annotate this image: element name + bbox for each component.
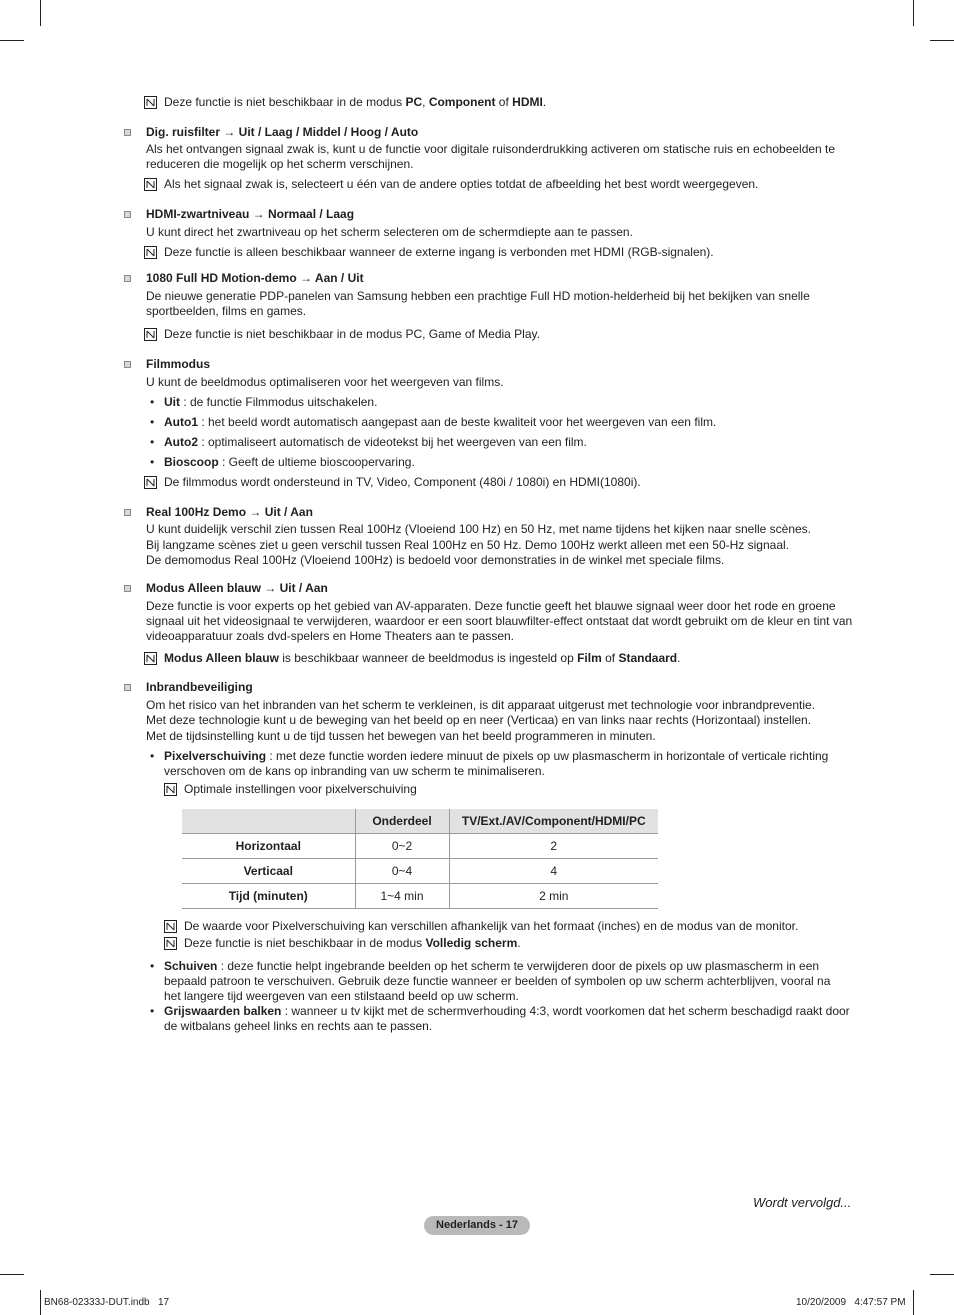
section-body: De demomodus Real 100Hz (Vloeiend 100Hz) is bedoeld voor demonstraties in de winkel met speciale films.	[146, 553, 725, 567]
section-body: U kunt direct het zwartniveau op het scherm selecteren om de schermdiepte aan te passen.	[146, 225, 633, 239]
note	[144, 245, 714, 260]
crop-mark	[930, 1274, 954, 1275]
note	[144, 95, 546, 110]
crop-mark	[0, 40, 24, 41]
section-body: Bij langzame scènes ziet u geen verschil tussen Real 100Hz en 50 Hz. Demo 100Hz werkt alleen met een 50-Hz signaal.	[146, 538, 789, 552]
note-icon	[144, 178, 157, 191]
note-icon	[144, 96, 157, 109]
footer-file: BN68-02333J-DUT.indb 17	[44, 1297, 170, 1308]
table-row	[182, 859, 658, 884]
crop-mark	[913, 0, 914, 26]
table-header-cell: Onderdeel	[355, 809, 449, 834]
note-icon	[144, 476, 157, 489]
note	[144, 651, 680, 666]
section-body: Met deze technologie kunt u de beweging van het beeld op en neer (Verticaa) en van links naar rechts (Horizontaal) instellen.	[146, 713, 812, 727]
note	[144, 177, 758, 192]
section-body: Om het risico van het inbranden van het scherm te verkleinen, is dit apparaat uitgerust met technologie voor inbrandpreventie.	[146, 698, 816, 712]
list-item: • Grijswaarden balken : wanneer u tv kijkt met de schermverhouding 4:3, wordt voorkomen dat het scherm beschadigd raakt door de witbalans geheel links en rechts aan te passen.	[150, 1004, 850, 1033]
section-bullet-icon	[124, 684, 131, 691]
note-text: Als het signaal zwak is, selecteert u één van de andere opties totdat de afbeelding het best wordt weergegeven.	[164, 177, 759, 191]
section-heading: Modus Alleen blauw → Uit / Aan	[146, 581, 328, 595]
note-icon	[144, 652, 157, 665]
footer-timestamp: 10/20/2009 4:47:57 PM	[796, 1297, 906, 1308]
note-icon	[144, 246, 157, 259]
note-text: Modus Alleen blauw is beschikbaar wanneer de beeldmodus is ingesteld op Film of Standaard.	[164, 651, 681, 665]
note-text: Optimale instellingen voor pixelverschuiving	[184, 782, 417, 796]
section-body: U kunt duidelijk verschil zien tussen Real 100Hz (Vloeiend 100 Hz) en 50 Hz, met name tijdens het kijken naar snelle scènes.	[146, 522, 812, 536]
table-header-row	[182, 809, 658, 834]
table-cell: 0~2	[355, 834, 449, 859]
crop-mark	[913, 1290, 914, 1315]
note-icon	[164, 937, 177, 950]
list-item: • Auto1 : het beeld wordt automatisch aangepast aan de beste kwaliteit voor het weergeven van een film.	[150, 415, 717, 429]
note-text: Deze functie is niet beschikbaar in de modus Volledig scherm.	[184, 936, 521, 950]
section-heading: Filmmodus	[146, 357, 211, 371]
crop-mark	[0, 1274, 24, 1275]
section-body: Als het ontvangen signaal zwak is, kunt u de functie voor digitale ruisonderdrukking activeren om statische ruis en echobeelden te reduceren die mogelijk op het scherm verschijnen.	[146, 142, 836, 171]
section-body: Deze functie is voor experts op het gebied van AV-apparaten. Deze functie geeft het blauwe signaal weer door het rode en groene signaal uit het videosignaal te verwijderen, waardoor er een soort blauwfilter-effect ontstaat dat wordt gebruikt om de kleur en tint van videoapparatuur zoals dvd-spelers en Home Theaters aan te passen.	[146, 599, 853, 643]
table-row	[182, 884, 658, 909]
section-bullet-icon	[124, 509, 131, 516]
table-row	[182, 834, 658, 859]
pixel-shift-table	[182, 809, 658, 909]
list-item: • Bioscoop : Geeft de ultieme bioscoopervaring.	[150, 455, 415, 469]
section-bullet-icon	[124, 585, 131, 592]
section-heading: HDMI-zwartniveau → Normaal / Laag	[146, 207, 355, 221]
note-icon	[144, 328, 157, 341]
table-cell: Tijd (minuten)	[182, 884, 355, 909]
table-cell: Verticaal	[182, 859, 355, 884]
note-text: Deze functie is alleen beschikbaar wanneer de externe ingang is verbonden met HDMI (RGB-signalen).	[164, 245, 714, 259]
table-cell: 2	[449, 834, 658, 859]
section-bullet-icon	[124, 211, 131, 218]
note-text: De filmmodus wordt ondersteund in TV, Video, Component (480i / 1080i) en HDMI(1080i).	[164, 475, 641, 489]
table-cell: 2 min	[449, 884, 658, 909]
table-cell: 0~4	[355, 859, 449, 884]
note-icon	[164, 783, 177, 796]
continued-label: Wordt vervolgd...	[753, 1195, 852, 1210]
note-text: Deze functie is niet beschikbaar in de modus PC, Game of Media Play.	[164, 327, 540, 341]
section-body: Met de tijdsinstelling kunt u de tijd tussen het bewegen van het beeld programmeren in minuten.	[146, 729, 656, 743]
note	[144, 327, 540, 342]
section-heading: Inbrandbeveiliging	[146, 680, 253, 694]
page-number-badge: Nederlands - 17	[424, 1216, 530, 1235]
note-text: Deze functie is niet beschikbaar in de modus PC, Component of HDMI.	[164, 95, 547, 109]
table-cell: Horizontaal	[182, 834, 355, 859]
note	[144, 475, 641, 490]
section-bullet-icon	[124, 361, 131, 368]
note	[164, 936, 521, 951]
section-body: U kunt de beeldmodus optimaliseren voor het weergeven van films.	[146, 375, 504, 389]
list-item: • Uit : de functie Filmmodus uitschakelen.	[150, 395, 378, 409]
list-item: • Pixelverschuiving : met deze functie worden iedere minuut de pixels op uw plasmascherm in horizontale of verticale richting verschoven om de kans op inbranding van uw scherm te minimaliseren.	[150, 749, 829, 778]
section-bullet-icon	[124, 275, 131, 282]
table-header-cell: TV/Ext./AV/Component/HDMI/PC	[449, 809, 658, 834]
note-icon	[164, 920, 177, 933]
table-cell: 4	[449, 859, 658, 884]
table-header-cell	[182, 809, 355, 834]
crop-mark	[40, 0, 41, 26]
note	[164, 919, 798, 934]
section-heading: 1080 Full HD Motion-demo → Aan / Uit	[146, 271, 364, 285]
table-cell: 1~4 min	[355, 884, 449, 909]
note-text: De waarde voor Pixelverschuiving kan verschillen afhankelijk van het formaat (inches) en de modus van de monitor.	[184, 919, 799, 933]
section-heading: Dig. ruisfilter → Uit / Laag / Middel / Hoog / Auto	[146, 125, 419, 139]
note	[164, 782, 417, 797]
section-bullet-icon	[124, 129, 131, 136]
section-heading: Real 100Hz Demo → Uit / Aan	[146, 505, 313, 519]
crop-mark	[930, 40, 954, 41]
crop-mark	[40, 1290, 41, 1315]
section-body: De nieuwe generatie PDP-panelen van Samsung hebben een prachtige Full HD motion-helderheid bij het bekijken van snelle sportbeelden, films en games.	[146, 289, 810, 318]
list-item: • Schuiven : deze functie helpt ingebrande beelden op het scherm te verwijderen door de pixels op uw plasmascherm in een bepaald patroon te verschuiven. Gebruik deze functie wanneer er beelden of symbolen op uw scherm achterblijven, vooral na het langere tijd weergeven van een stilstaand beeld op uw scherm.	[150, 959, 831, 1003]
list-item: • Auto2 : optimaliseert automatisch de videotekst bij het weergeven van een film.	[150, 435, 587, 449]
